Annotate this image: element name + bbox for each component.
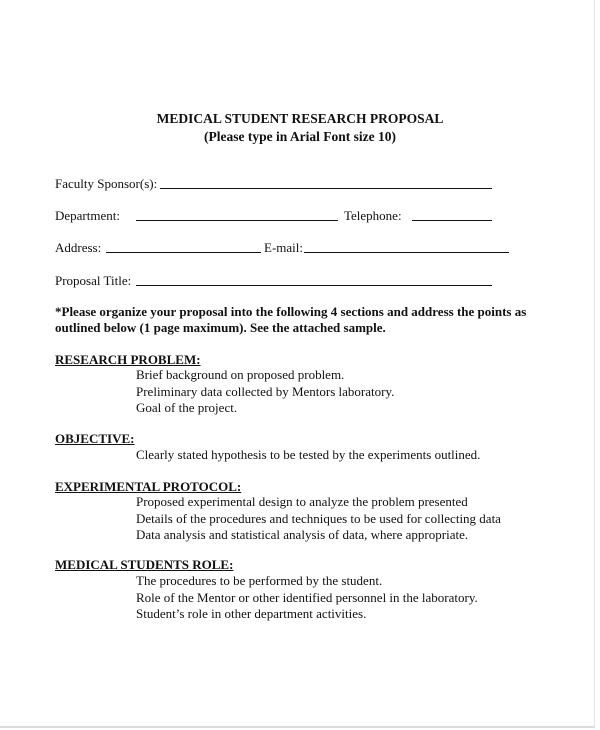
address-label: Address:: [55, 240, 102, 255]
section-item: Student’s role in other department activities.: [136, 606, 367, 621]
proposal-title-label: Proposal Title:: [55, 273, 132, 288]
section-item: Details of the procedures and techniques to be used for collecting data: [136, 511, 501, 526]
section-item: The procedures to be performed by the student.: [136, 573, 383, 588]
section-heading: MEDICAL STUDENTS ROLE:: [55, 557, 234, 572]
instructions-line-1: *Please organize your proposal into the following 4 sections and address the points as: [55, 304, 527, 319]
faculty-sponsor-field[interactable]: [160, 188, 492, 189]
telephone-field[interactable]: [412, 220, 492, 221]
telephone-label: Telephone:: [344, 208, 402, 223]
email-field[interactable]: [304, 252, 509, 253]
section-item: Brief background on proposed problem.: [136, 367, 345, 382]
faculty-sponsor-label: Faculty Sponsor(s):: [55, 176, 158, 191]
section-heading: EXPERIMENTAL PROTOCOL:: [55, 479, 242, 494]
section-item: Clearly stated hypothesis to be tested by the experiments outlined.: [136, 447, 481, 462]
department-label: Department:: [55, 208, 120, 223]
section-heading: OBJECTIVE:: [55, 431, 135, 446]
email-label: E-mail:: [264, 240, 303, 255]
section-item: Data analysis and statistical analysis of data, where appropriate.: [136, 527, 469, 542]
section-item: Goal of the project.: [136, 400, 238, 415]
document-title: MEDICAL STUDENT RESEARCH PROPOSAL: [156, 111, 444, 126]
instructions-line-2: outlined below (1 page maximum). See the attached sample.: [55, 320, 386, 335]
section-item: Preliminary data collected by Mentors laboratory.: [136, 384, 395, 399]
proposal-title-field[interactable]: [136, 285, 492, 286]
address-field[interactable]: [106, 252, 261, 253]
department-field[interactable]: [136, 220, 338, 221]
section-item: Proposed experimental design to analyze the problem presented: [136, 494, 468, 509]
document-subtitle: (Please type in Arial Font size 10): [204, 129, 396, 144]
section-item: Role of the Mentor or other identified personnel in the laboratory.: [136, 590, 478, 605]
section-heading: RESEARCH PROBLEM:: [55, 352, 201, 367]
